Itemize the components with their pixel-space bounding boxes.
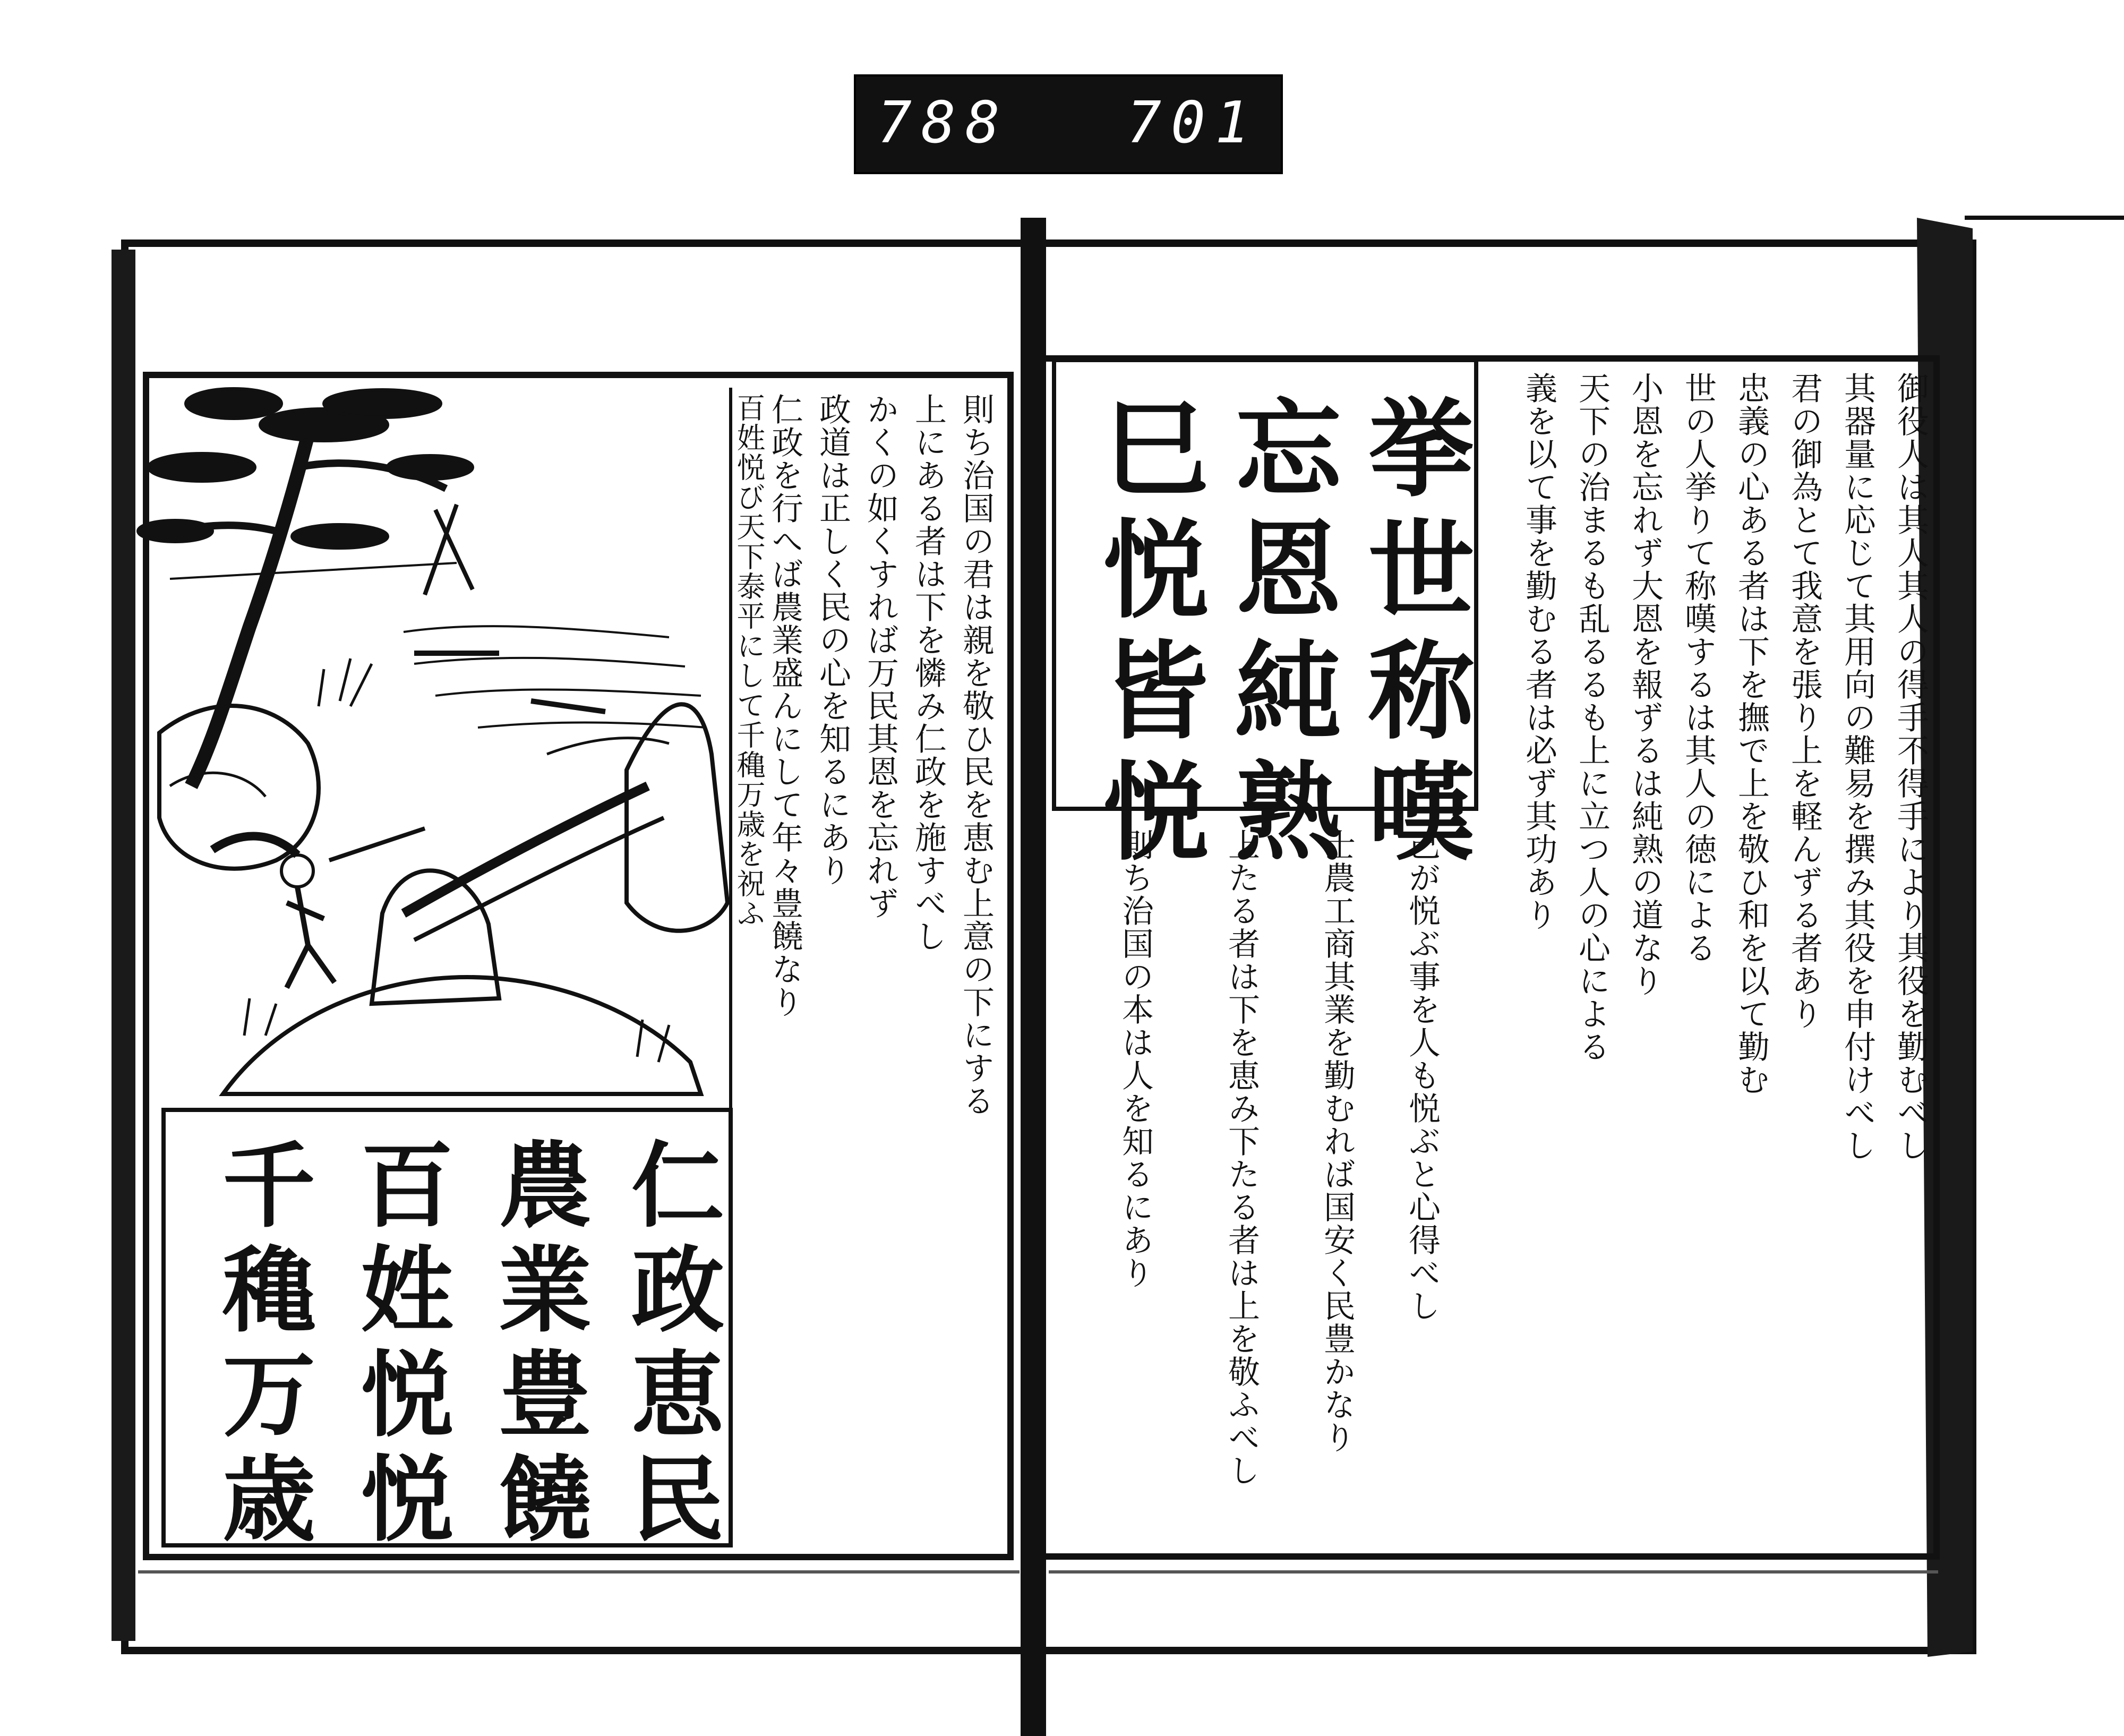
left-body-line-5: 仁政を行へば農業盛んにして年々豊饒なり — [766, 393, 803, 1019]
left-body-line-6: 百姓悦び天下泰平にして千穐万歳を祝ふ — [732, 393, 766, 928]
right-heading-line-1: 挙世称嘆 — [1350, 393, 1475, 877]
right-body-line-10: 士農工商其業を勤むれば国安く民豊かなり — [1318, 828, 1356, 1454]
right-body-line-8: 義を以て事を勤むる者は必ず其功あり — [1520, 372, 1557, 931]
left-verse-line-4: 千穐万歳 — [207, 1136, 316, 1555]
right-body-line-9: 己が悦ぶ事を人も悦ぶと心得べし — [1403, 828, 1441, 1322]
right-body-line-6: 小恩を忘れず大恩を報ずるは純熟の道なり — [1626, 372, 1664, 997]
right-body-line-3: 君の御為とて我意を張り上を軽んずる者あり — [1786, 372, 1823, 1030]
left-verse-line-3: 百姓悦悦 — [345, 1136, 454, 1555]
catalog-label — [854, 74, 1283, 174]
right-body-line-4: 忠義の心ある者は下を撫で上を敬ひ和を以て勤む — [1733, 372, 1770, 1096]
catalog-number-left: 788 — [877, 90, 1010, 156]
right-body-line-12: 則ち治国の本は人を知るにあり — [1117, 828, 1154, 1289]
left-verse-line-1: 仁政恵民 — [616, 1136, 725, 1555]
right-heading-line-2: 忘恩純熟 — [1218, 393, 1342, 877]
right-heading-line-3: 巳悦皆悦 — [1085, 393, 1210, 877]
left-body-line-1: 則ち治国の君は親を敬ひ民を恵む上意の下にする — [957, 393, 995, 1117]
right-body-line-11: 上たる者は下を恵み下たる者は上を敬ふべし — [1223, 828, 1260, 1487]
left-body-line-2: 上にある者は下を憐み仁政を施すべし — [910, 393, 947, 953]
right-body-line-2: 其器量に応じて其用向の難易を撰み其役を申付けべし — [1839, 372, 1876, 1162]
left-body-line-3: かくの如くすれば万民其恩を忘れず — [862, 393, 899, 920]
right-body-line-1: 御役人は其人其人の得手不得手により其役を勤むべし — [1892, 372, 1929, 1162]
catalog-number-right: 701 — [1127, 90, 1260, 156]
left-verse-line-2: 農業豊饒 — [483, 1136, 592, 1555]
right-body-line-7: 天下の治まるも乱るるも上に立つ人の心による — [1573, 372, 1611, 1063]
right-body-line-5: 世の人挙りて称嘆するは其人の徳による — [1680, 372, 1717, 964]
left-body-line-4: 政道は正しく民の心を知るにあり — [814, 393, 851, 887]
